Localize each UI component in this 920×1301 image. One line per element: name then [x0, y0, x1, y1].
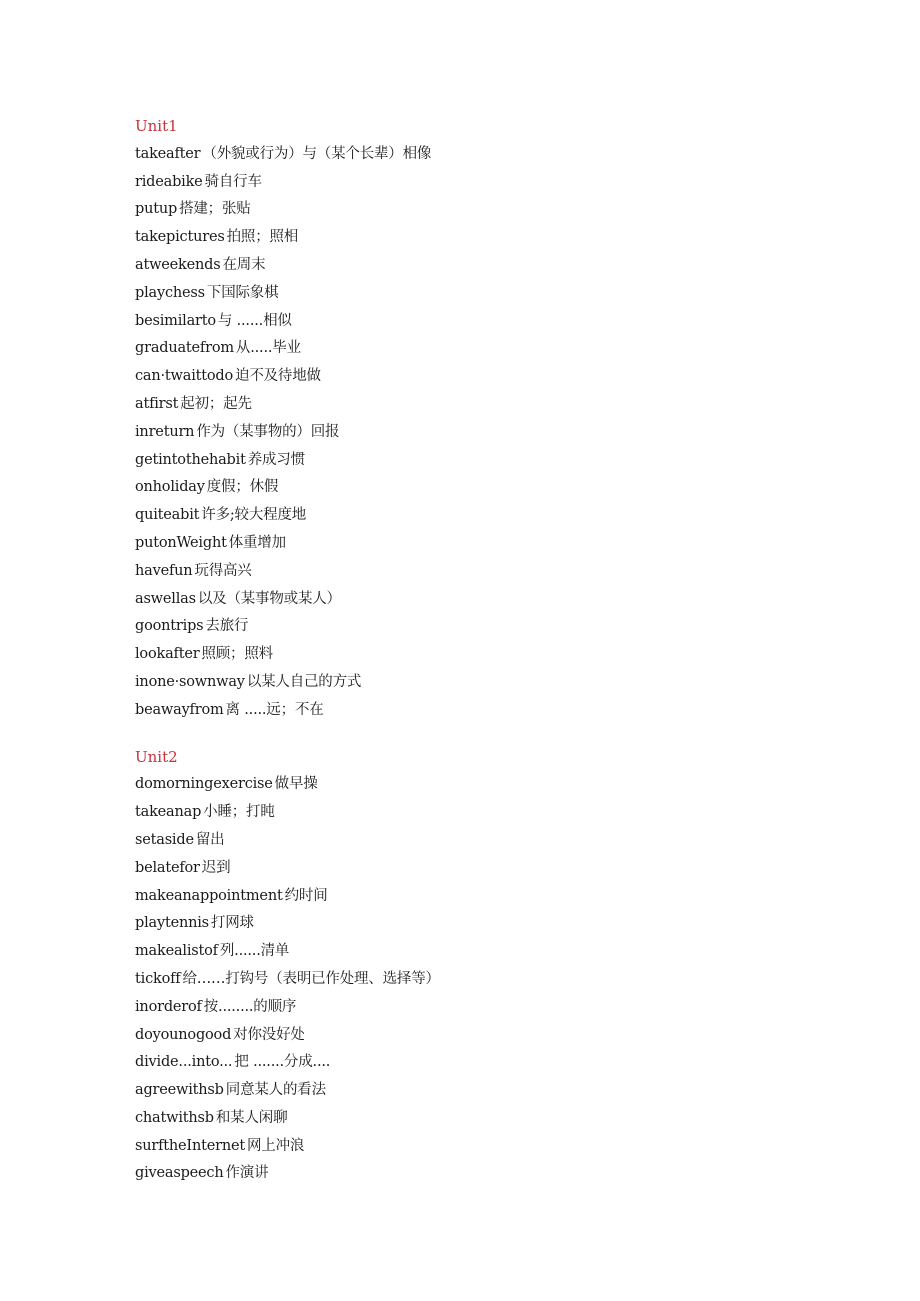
phrase-entry — [135, 308, 835, 336]
phrase-entry — [135, 502, 835, 530]
phrase-entry — [135, 419, 835, 447]
phrase-entry — [135, 280, 835, 308]
chinese-meaning: 玩得高兴 — [194, 562, 252, 579]
phrase-entry — [135, 1160, 835, 1188]
document-page — [135, 113, 835, 1188]
phrase-entry — [135, 391, 835, 419]
chinese-meaning: 骑自行车 — [204, 173, 262, 190]
chinese-meaning: 照顾；照料 — [201, 646, 273, 663]
phrase-entry — [135, 558, 835, 586]
phrase-entry — [135, 586, 835, 614]
phrase-entry — [135, 799, 835, 827]
chinese-meaning: 养成习惯 — [247, 451, 305, 468]
phrase-entry — [135, 141, 835, 169]
english-phrase: lookafter — [135, 646, 200, 663]
chinese-meaning: 许多;较大程度地 — [201, 507, 307, 524]
english-phrase: surftheInternet — [135, 1137, 245, 1154]
phrase-entry — [135, 883, 835, 911]
phrase-entry — [135, 855, 835, 883]
english-phrase: chatwithsb — [135, 1109, 214, 1126]
chinese-meaning: 度假；休假 — [206, 479, 279, 496]
chinese-meaning: 体重增加 — [228, 534, 286, 551]
chinese-meaning: 约时间 — [284, 887, 328, 904]
chinese-meaning: 以某人自己的方式 — [246, 673, 362, 690]
english-phrase: quiteabit — [135, 507, 200, 524]
phrase-entry — [135, 530, 835, 558]
phrase-entry — [135, 252, 835, 280]
chinese-meaning: 以及（某事物或某人） — [197, 590, 341, 607]
chinese-meaning: 拍照；照相 — [226, 229, 299, 246]
english-phrase: giveaspeech — [135, 1165, 224, 1182]
phrase-entry — [135, 224, 835, 252]
phrase-entry — [135, 363, 835, 391]
chinese-meaning: 按........的顺序 — [203, 998, 297, 1015]
chinese-meaning: 留出 — [195, 831, 225, 848]
english-phrase: takeafter — [135, 145, 201, 162]
chinese-meaning: 在周末 — [222, 256, 266, 273]
english-phrase: domorningexercise — [135, 776, 273, 793]
phrase-entry — [135, 994, 835, 1022]
english-phrase: takepictures — [135, 229, 225, 246]
phrase-entry — [135, 474, 835, 502]
english-phrase: putonWeight — [135, 534, 227, 551]
unit-title: Unit1 — [135, 117, 178, 135]
unit-2-section — [135, 744, 835, 1189]
phrase-entry — [135, 1105, 835, 1133]
chinese-meaning: （外貌或行为）与（某个长辈）相像 — [202, 145, 432, 162]
chinese-meaning: 离 .....远；不在 — [225, 701, 324, 718]
english-phrase: besimilarto — [135, 312, 216, 329]
phrase-entry — [135, 641, 835, 669]
english-phrase: belatefor — [135, 859, 200, 876]
chinese-meaning: 迟到 — [201, 859, 231, 876]
phrase-entry — [135, 910, 835, 938]
phrase-entry — [135, 938, 835, 966]
english-phrase: playtennis — [135, 915, 209, 932]
phrase-list — [135, 141, 835, 725]
english-phrase: beawayfrom — [135, 701, 224, 718]
english-phrase: makealistof — [135, 943, 218, 960]
chinese-meaning: 对你没好处 — [233, 1026, 305, 1043]
english-phrase: onholiday — [135, 479, 205, 496]
english-phrase: atweekends — [135, 256, 221, 273]
english-phrase: havefun — [135, 562, 193, 579]
english-phrase: atfirst — [135, 395, 179, 412]
phrase-entry — [135, 447, 835, 475]
phrase-entry — [135, 966, 835, 994]
english-phrase: takeanap — [135, 804, 202, 821]
english-phrase: goontrips — [135, 618, 204, 635]
english-phrase: setaside — [135, 831, 194, 848]
chinese-meaning: 小睡；打盹 — [203, 804, 275, 821]
phrase-entry — [135, 697, 835, 725]
chinese-meaning: 搭建；张贴 — [179, 201, 251, 218]
phrase-entry — [135, 613, 835, 641]
english-phrase: inone·sownway — [135, 673, 245, 690]
english-phrase: divide...into... — [135, 1054, 233, 1071]
phrase-list — [135, 771, 835, 1188]
chinese-meaning: 迫不及待地做 — [235, 368, 321, 385]
english-phrase: agreewithsb — [135, 1082, 224, 1099]
chinese-meaning: 给……打钩号（表明已作处理、选择等） — [182, 970, 440, 987]
chinese-meaning: 把 .......分成.... — [234, 1054, 331, 1071]
english-phrase: doyounogood — [135, 1026, 232, 1043]
phrase-entry — [135, 1022, 835, 1050]
phrase-entry — [135, 669, 835, 697]
phrase-entry — [135, 196, 835, 224]
chinese-meaning: 列......清单 — [219, 943, 290, 960]
unit-title: Unit2 — [135, 747, 178, 766]
english-phrase: playchess — [135, 284, 205, 301]
chinese-meaning: 作为（某事物的）回报 — [196, 423, 340, 440]
english-phrase: aswellas — [135, 590, 196, 607]
chinese-meaning: 网上冲浪 — [246, 1137, 305, 1154]
phrase-entry — [135, 771, 835, 799]
chinese-meaning: 与 ......相似 — [217, 312, 292, 329]
english-phrase: inorderof — [135, 998, 202, 1015]
chinese-meaning: 去旅行 — [205, 618, 249, 635]
chinese-meaning: 作演讲 — [225, 1165, 269, 1182]
english-phrase: getintothehabit — [135, 451, 246, 468]
english-phrase: putup — [135, 201, 178, 218]
english-phrase: rideabike — [135, 173, 203, 190]
phrase-entry — [135, 827, 835, 855]
english-phrase: makeanappointment — [135, 887, 283, 904]
phrase-entry — [135, 1133, 835, 1161]
phrase-entry — [135, 1077, 835, 1105]
english-phrase: inreturn — [135, 423, 195, 440]
unit-1-section — [135, 113, 835, 725]
chinese-meaning: 打网球 — [210, 915, 254, 932]
chinese-meaning: 从.....毕业 — [235, 340, 301, 357]
phrase-entry — [135, 335, 835, 363]
chinese-meaning: 起初；起先 — [180, 395, 252, 412]
chinese-meaning: 同意某人的看法 — [225, 1082, 326, 1099]
english-phrase: graduatefrom — [135, 340, 234, 357]
english-phrase: tickoff — [135, 970, 181, 987]
chinese-meaning: 和某人闲聊 — [215, 1109, 288, 1126]
phrase-entry — [135, 1049, 835, 1077]
english-phrase: can·twaittodo — [135, 368, 234, 385]
chinese-meaning: 下国际象棋 — [206, 284, 279, 301]
phrase-entry — [135, 169, 835, 197]
chinese-meaning: 做早操 — [274, 776, 318, 793]
